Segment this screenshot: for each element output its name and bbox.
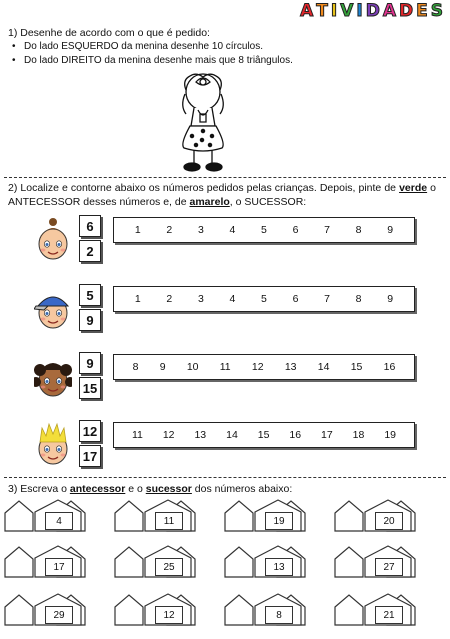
number-sequence-row (113, 286, 415, 312)
number-sequence-row (113, 354, 415, 380)
q3-sucessor: sucessor (145, 483, 192, 495)
house-given-number (249, 499, 307, 532)
sequence-number[interactable]: 13 (284, 361, 297, 373)
target-number-bottom: 2 (79, 240, 101, 262)
q3-antecessor: antecessor (69, 483, 126, 495)
sequence-number[interactable]: 16 (383, 361, 396, 373)
q3-text-c: dos números abaixo: (191, 483, 293, 495)
logo-letter: D (365, 1, 380, 21)
sequence-number[interactable]: 11 (131, 429, 143, 441)
house-given-number (359, 593, 417, 626)
target-number-bottom: 15 (79, 377, 101, 399)
logo-letter: V (340, 1, 354, 21)
house-given-number (139, 545, 197, 578)
target-number-bottom: 17 (79, 445, 101, 467)
separator-2 (4, 477, 446, 478)
sequence-number[interactable]: 13 (194, 429, 207, 441)
sequence-number[interactable]: 3 (197, 293, 204, 305)
sequence-number[interactable]: 1 (134, 293, 141, 305)
house-number: 4 (45, 512, 73, 530)
house-number: 8 (265, 606, 293, 624)
sequence-number[interactable]: 5 (261, 293, 267, 305)
house-given-number (29, 499, 87, 532)
house-number: 12 (155, 606, 183, 624)
atividades-logo (299, 0, 444, 24)
logo-letter: I (356, 1, 363, 21)
house-given-number (139, 593, 197, 626)
sequence-number[interactable]: 1 (134, 224, 141, 236)
house-number: 11 (155, 512, 183, 530)
house-number: 25 (155, 558, 183, 576)
sequence-number[interactable]: 8 (355, 293, 362, 305)
target-number-top: 12 (79, 420, 101, 442)
sequence-number[interactable]: 18 (352, 429, 365, 441)
question-1-title: 1) Desenhe de acordo com o que é pedido: (8, 27, 210, 39)
sequence-number[interactable]: 8 (355, 224, 362, 236)
q3-text-b: e o (125, 483, 146, 495)
sequence-number[interactable]: 17 (321, 429, 333, 441)
house-number: 17 (45, 558, 73, 576)
q2-verde: verde (399, 182, 428, 194)
sequence-number[interactable]: 3 (197, 224, 204, 236)
house-number: 19 (265, 512, 293, 530)
sequence-number[interactable]: 2 (166, 293, 173, 305)
blond-boy-icon (34, 422, 72, 468)
sequence-number[interactable]: 16 (289, 429, 302, 441)
logo-letter: E (416, 1, 428, 21)
logo-letter: D (399, 1, 414, 21)
sequence-number[interactable]: 9 (159, 361, 166, 373)
target-number-top: 9 (79, 352, 101, 374)
sequence-number[interactable]: 2 (166, 224, 173, 236)
logo-letter: S (430, 1, 443, 21)
sequence-number[interactable]: 4 (229, 293, 236, 305)
logo-letter: A (382, 1, 396, 21)
target-number-top: 6 (79, 215, 101, 237)
question-3-title (8, 482, 292, 496)
sequence-number[interactable]: 15 (257, 429, 270, 441)
house-number: 27 (375, 558, 403, 576)
logo-letter: T (316, 1, 328, 21)
curly-girl-icon (34, 354, 72, 400)
sequence-number[interactable]: 15 (350, 361, 363, 373)
sequence-number[interactable]: 6 (292, 224, 299, 236)
sequence-number[interactable]: 19 (384, 429, 396, 441)
girl-illustration (172, 70, 234, 174)
sequence-number[interactable]: 14 (317, 361, 330, 373)
sequence-number[interactable]: 9 (387, 293, 394, 305)
cap-boy-icon (34, 286, 72, 332)
house-given-number (359, 545, 417, 578)
house-given-number (139, 499, 197, 532)
sequence-number[interactable]: 8 (132, 361, 139, 373)
sequence-number[interactable]: 10 (186, 361, 199, 373)
sequence-number[interactable]: 11 (219, 361, 231, 373)
house-number: 20 (375, 512, 403, 530)
question-2-title (8, 181, 436, 209)
house-given-number (29, 545, 87, 578)
sequence-number[interactable]: 14 (226, 429, 238, 441)
brown-hair-girl-icon (34, 217, 72, 263)
number-sequence-row (113, 217, 415, 243)
sequence-number[interactable]: 5 (261, 224, 267, 236)
bullet-right: • Do lado DIREITO da menina desenhe mais que 8 triângulos. (8, 54, 293, 68)
target-number-top: 5 (79, 284, 101, 306)
q3-text-a: 3) Escreva o (8, 483, 70, 495)
q2-amarelo: amarelo (189, 196, 230, 208)
house-given-number (249, 593, 307, 626)
target-number-bottom: 9 (79, 309, 101, 331)
house-given-number (359, 499, 417, 532)
house-number: 21 (375, 606, 403, 624)
sequence-number[interactable]: 4 (229, 224, 236, 236)
q2-text-b: o ANTECESSOR desses números e, de (8, 182, 436, 208)
sequence-number[interactable]: 12 (162, 429, 175, 441)
q2-text-c: , o SUCESSOR: (229, 196, 307, 208)
sequence-number[interactable]: 12 (251, 361, 264, 373)
logo-letter: I (330, 1, 338, 21)
number-sequence-row (113, 422, 415, 448)
logo-letter: A (300, 1, 314, 21)
q2-text-a: 2) Localize e contorne abaixo os números pedidos pelas crianças. Depois, pinte de (8, 182, 400, 194)
sequence-number[interactable]: 7 (324, 224, 330, 236)
house-given-number (249, 545, 307, 578)
house-number: 29 (45, 606, 73, 624)
question-1-bullets (8, 40, 293, 68)
bullet-left: • Do lado ESQUERDO da menina desenhe 10 círculos. (8, 40, 293, 54)
separator-1 (4, 177, 446, 178)
house-number: 13 (265, 558, 293, 576)
sequence-number[interactable]: 9 (387, 224, 394, 236)
sequence-number[interactable]: 6 (292, 293, 299, 305)
house-given-number (29, 593, 87, 626)
sequence-number[interactable]: 7 (324, 293, 330, 305)
